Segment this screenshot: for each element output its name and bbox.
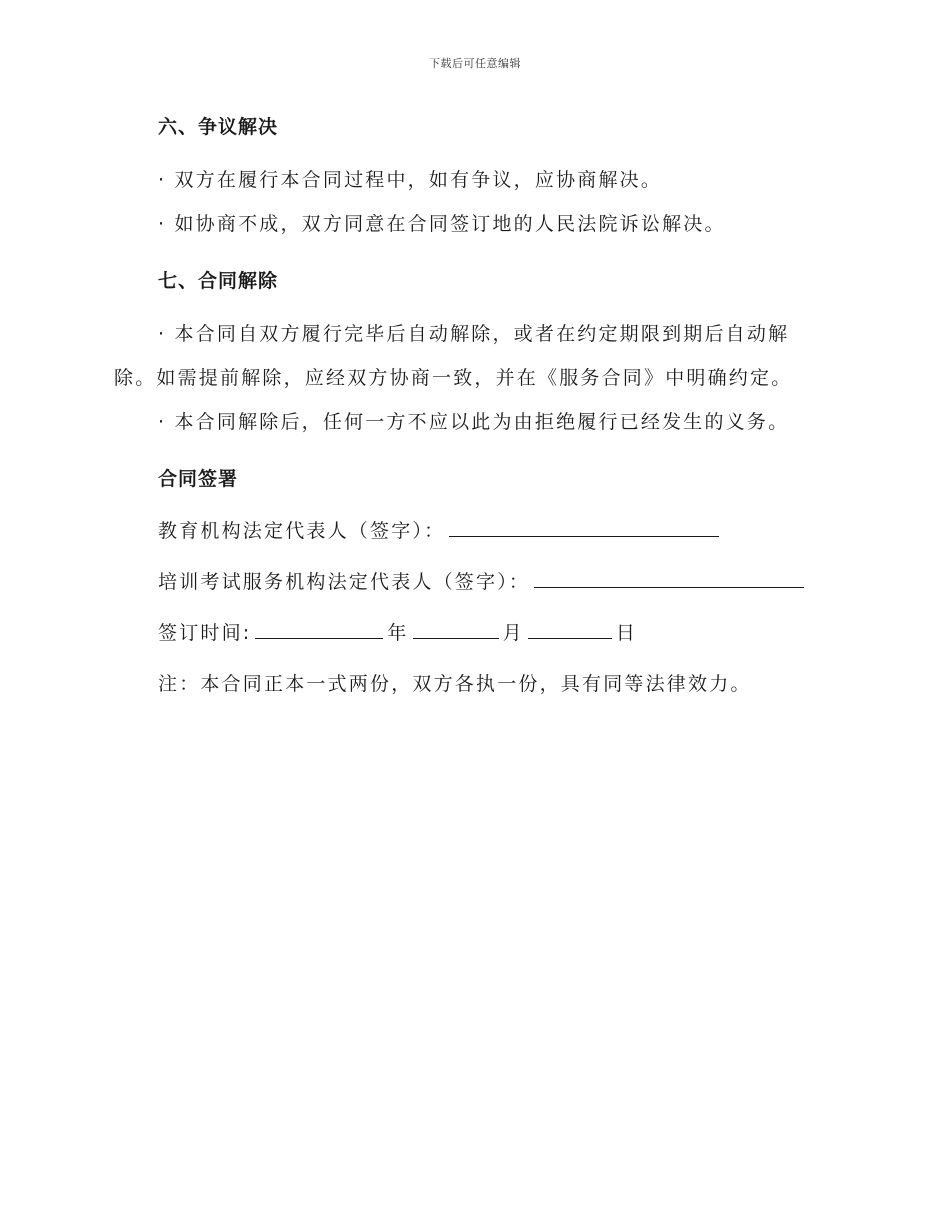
document-body: [114, 110, 824, 701]
clause-termination-2: · 本合同解除后，任何一方不应以此为由拒绝履行已经发生的义务。: [158, 411, 790, 433]
header-note: 下载后可任意编辑: [429, 57, 521, 70]
service-rep-signature-field[interactable]: [534, 565, 804, 588]
month-field[interactable]: [413, 616, 499, 639]
year-label: 年: [387, 622, 409, 644]
year-field[interactable]: [255, 616, 383, 639]
service-rep-label: 培训考试服务机构法定代表人（签字）：: [158, 571, 531, 593]
signing-date-line: [114, 616, 824, 650]
service-rep-signature-line: [114, 565, 824, 599]
edu-rep-signature-field[interactable]: [449, 514, 719, 537]
clause-dispute-2: · 如协商不成，双方同意在合同签订地的人民法院诉讼解决。: [158, 213, 726, 235]
edu-rep-label: 教育机构法定代表人（签字）：: [158, 520, 446, 542]
day-label: 日: [615, 622, 638, 644]
day-field[interactable]: [528, 616, 612, 639]
clause-dispute-1: · 双方在履行本合同过程中，如有争议，应协商解决。: [158, 169, 663, 191]
month-label: 月: [502, 622, 524, 644]
clause-termination-1: · 本合同自双方履行完毕后自动解除，或者在约定期限到期后自动解除。如需提前解除，应经双方协商一致，并在《服务合同》中明确约定。: [114, 323, 793, 389]
edu-rep-signature-line: [114, 514, 824, 548]
section-heading-signing: 合同签署: [158, 468, 239, 490]
section-heading-termination: 七、合同解除: [158, 270, 279, 292]
copies-note: 注：本合同正本一式两份，双方各执一份，具有同等法律效力。: [158, 673, 752, 695]
section-heading-dispute: 六、争议解决: [158, 116, 279, 138]
date-label: 签订时间:: [158, 622, 252, 644]
